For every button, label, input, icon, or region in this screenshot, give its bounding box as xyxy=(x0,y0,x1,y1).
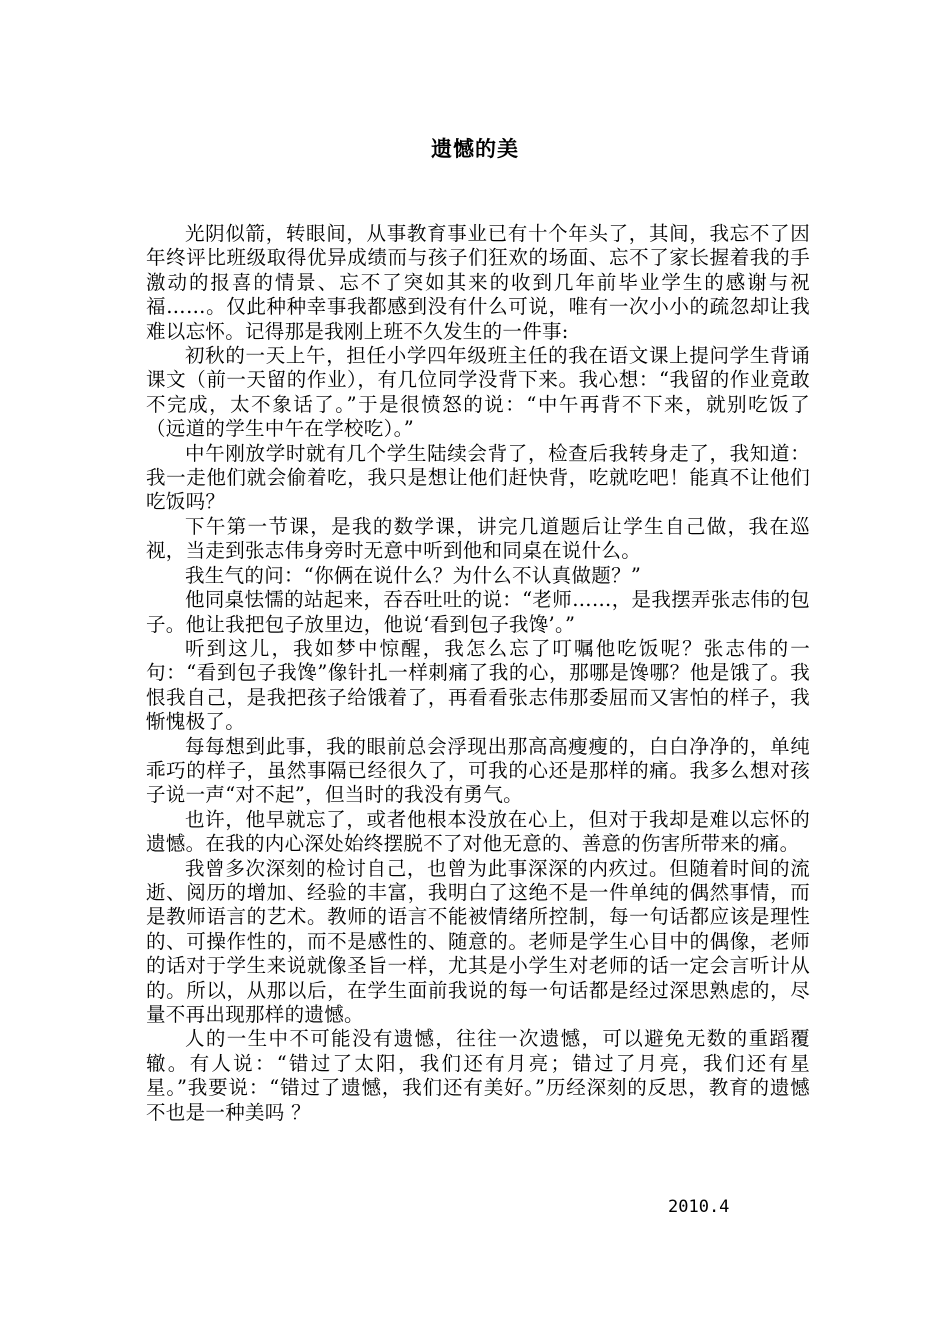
paragraph: 人的一生中不可能没有遗憾，往往一次遗憾，可以避免无数的重蹈覆辙。有人说：“错过了太阳，我们还有月亮；错过了月亮，我们还有星星。”我要说：“错过了遗憾，我们还有美好。”历经深刻的反思，教育的遗憾不也是一种美吗 ？ xyxy=(146,1027,810,1124)
paragraph: 光阴似箭，转眼间，从事教育事业已有十个年头了，其间，我忘不了因年终评比班级取得优异成绩而与孩子们狂欢的场面、忘不了家长握着我的手激动的报喜的情景、忘不了突如其来的收到几年前毕业学生的感谢与祝福……。仅此种种幸事我都感到没有什么可说，唯有一次小小的疏忽却让我难以忘怀。记得那是我刚上班不久发生的一件事: xyxy=(146,222,810,343)
paragraph: 我曾多次深刻的检讨自己，也曾为此事深深的内疚过。但随着时间的流逝、阅历的增加、经验的丰富，我明白了这绝不是一件单纯的偶然事情，而是教师语言的艺术。教师的语言不能被情绪所控制，每一句话都应该是理性的、可操作性的，而不是感性的、随意的。老师是学生心目中的偶像，老师的话对于学生来说就像圣旨一样，尤其是小学生对老师的话一定会言听计从的。所以，从那以后，在学生面前我说的每一句话都是经过深思熟虑的，尽量不再出现那样的遗憾。 xyxy=(146,856,810,1026)
paragraph: 初秋的一天上午，担任小学四年级班主任的我在语文课上提问学生背诵课文（前一天留的作业），有几位同学没背下来。我心想：“我留的作业竟敢不完成，太不象话了。”于是很愤怒的说：“中午再背不下来，就别吃饭了（远道的学生中午在学校吃）。” xyxy=(146,344,810,441)
paragraph: 听到这儿，我如梦中惊醒，我怎么忘了叮嘱他吃饭呢？张志伟的一句：“看到包子我馋”像针扎一样刺痛了我的心，那哪是馋哪？他是饿了。我恨我自己，是我把孩子给饿着了，再看看张志伟那委屈而又害怕的样子，我惭愧极了。 xyxy=(146,636,810,734)
paragraph: 我生气的问：“你俩在说什么？为什么不认真做题？” xyxy=(185,563,642,587)
document-date: 2010.4 xyxy=(668,1197,730,1217)
document-body xyxy=(146,222,810,1125)
paragraph: 也许，他早就忘了，或者他根本没放在心上，但对于我却是难以忘怀的遗憾。在我的内心深处始终摆脱不了对他无意的、善意的伤害所带来的痛。 xyxy=(146,807,810,856)
paragraph: 他同桌怯懦的站起来，吞吞吐吐的说：“老师……，是我摆弄张志伟的包子。他让我把包子放里边，他说‘看到包子我馋’。” xyxy=(146,588,810,636)
paragraph: 下午第一节课，是我的数学课，讲完几道题后让学生自己做，我在巡视，当走到张志伟身旁时无意中听到他和同桌在说什么。 xyxy=(146,514,810,563)
paragraph: 中午刚放学时就有几个学生陆续会背了，检查后我转身走了，我知道：我一走他们就会偷着吃，我只是想让他们赶快背，吃就吃吧！能真不让他们吃饭吗？ xyxy=(146,441,810,514)
document-title: 遗憾的美 xyxy=(431,136,519,161)
paragraph: 每每想到此事，我的眼前总会浮现出那高高瘦瘦的，白白净净的，单纯乖巧的样子，虽然事隔已经很久了，可我的心还是那样的痛。我多么想对孩子说一声“对不起”，但当时的我没有勇气。 xyxy=(146,734,810,807)
